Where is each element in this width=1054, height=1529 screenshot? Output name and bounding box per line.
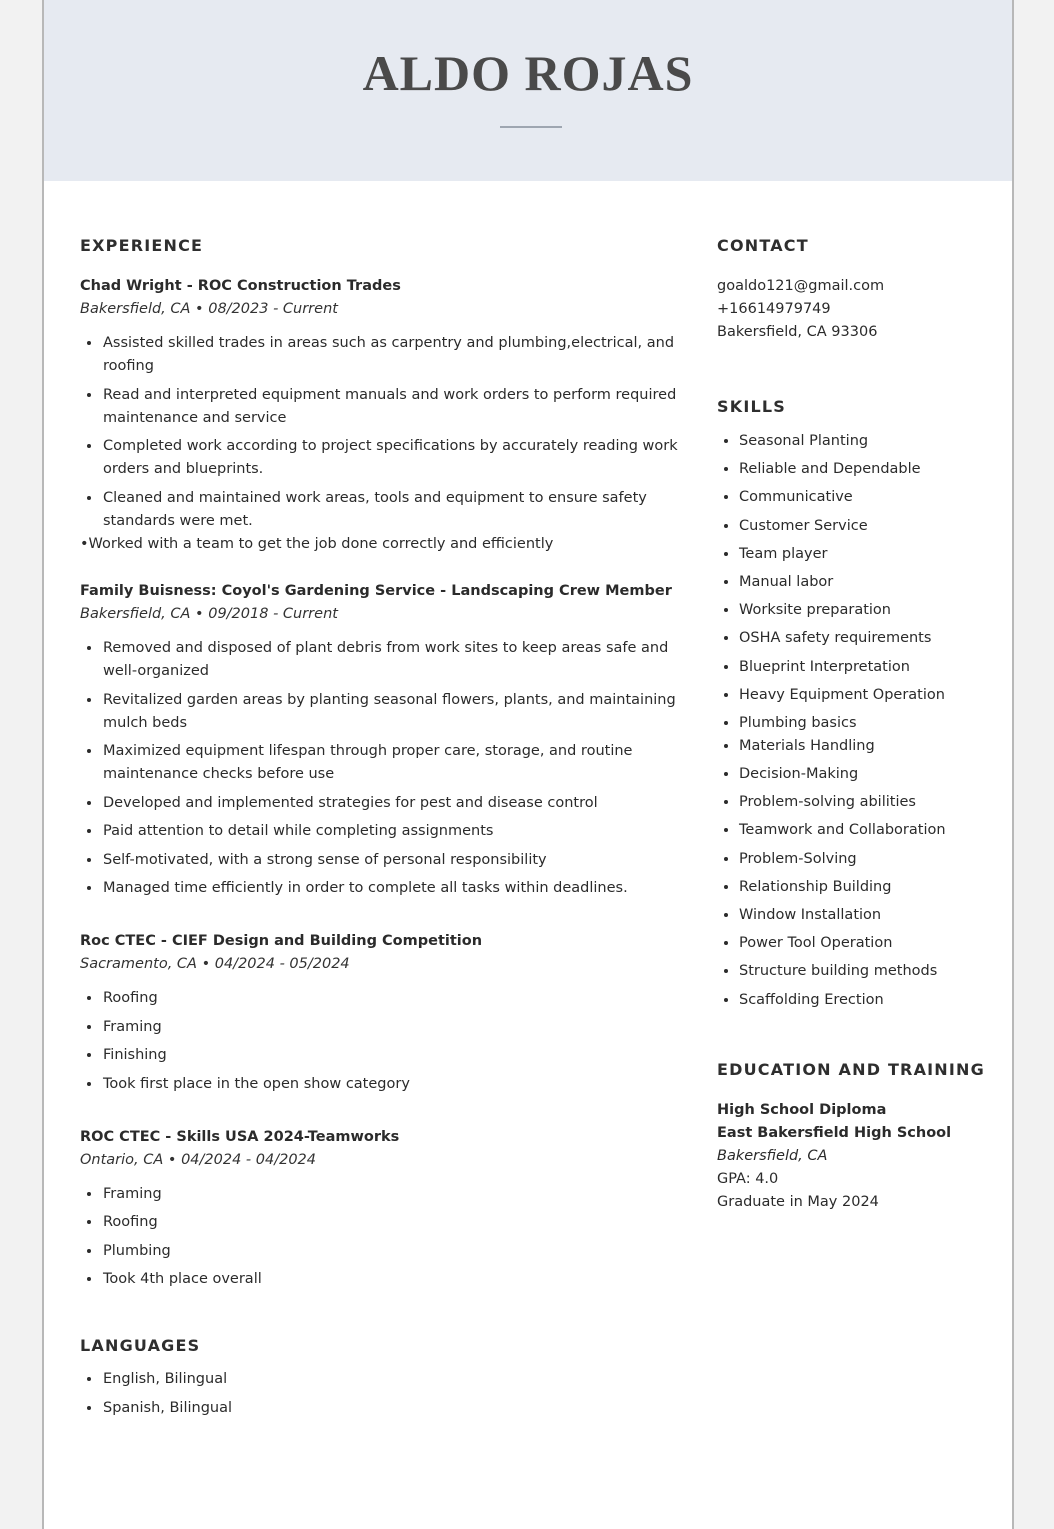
list-item: • Took 4th place overall [102, 1268, 680, 1291]
job-title: ROC CTEC - Skills USA 2024-Teamworks [80, 1128, 400, 1145]
list-item: • Communicative [739, 486, 997, 509]
list-item: • Roofing [102, 1211, 680, 1234]
skills-list [717, 430, 997, 1012]
job-meta: Bakersfield, CA • 09/2018 - Current [80, 606, 338, 622]
list-item: • Framing [102, 1183, 680, 1206]
job-extra-line: •Worked with a team to get the job done correctly and efficiently [80, 536, 554, 552]
list-item: • Customer Service [739, 515, 997, 538]
job-meta: Bakersfield, CA • 08/2023 - Current [80, 301, 338, 317]
list-item: • Framing [102, 1016, 680, 1039]
list-item: • Structure building methods [739, 960, 997, 983]
education-heading: EDUCATION AND TRAINING [717, 1059, 985, 1079]
contact-heading: CONTACT [717, 236, 809, 255]
list-item: • Completed work according to project specifications by accurately reading work orders and blueprints. [102, 435, 680, 481]
job-title: Family Buisness: Coyol's Gardening Service - Landscaping Crew Member [80, 583, 672, 599]
list-item: • Power Tool Operation [739, 932, 997, 955]
resume-page [42, 0, 1014, 1529]
experience-heading: EXPERIENCE [80, 236, 204, 255]
job-meta: Sacramento, CA • 04/2024 - 05/2024 [80, 956, 350, 972]
list-item: • Self-motivated, with a strong sense of personal responsibility [102, 849, 680, 872]
job-title: Roc CTEC - CIEF Design and Building Competition [80, 933, 483, 949]
contact-phone: +16614979749 [717, 301, 831, 317]
job-title: Chad Wright - ROC Construction Trades [80, 278, 401, 294]
list-item: • Teamwork and Collaboration [739, 819, 997, 842]
list-item: • English, Bilingual [102, 1368, 680, 1391]
job-entry [80, 1126, 680, 1292]
list-item: • Revitalized garden areas by planting seasonal flowers, plants, and maintaining mulch beds [102, 689, 680, 735]
job-entry [80, 580, 680, 900]
contact-email: goaldo121@gmail.com [717, 278, 885, 294]
job-bullets [80, 637, 680, 900]
list-item: • Paid attention to detail while completing assignments [102, 820, 680, 843]
list-item: • Reliable and Dependable [739, 458, 997, 481]
list-item: • Developed and implemented strategies for pest and disease control [102, 792, 680, 815]
job-bullets [80, 1183, 680, 1292]
list-item: • Seasonal Planting [739, 430, 997, 453]
list-item: • Took first place in the open show category [102, 1073, 680, 1096]
job-bullets [80, 332, 680, 533]
education-school: East Bakersfield High School [717, 1124, 952, 1141]
list-item: • Problem-solving abilities [739, 791, 997, 814]
list-item: • Team player [739, 543, 997, 566]
list-item: • Roofing [102, 987, 680, 1010]
list-item: • Finishing [102, 1044, 680, 1067]
list-item: • Relationship Building [739, 876, 997, 899]
languages-list [80, 1368, 680, 1420]
job-meta: Ontario, CA • 04/2024 - 04/2024 [80, 1151, 316, 1168]
list-item: • Maximized equipment lifespan through proper care, storage, and routine maintenance checks before use [102, 740, 680, 786]
list-item: • Scaffolding Erection [739, 989, 997, 1012]
list-item: • Blueprint Interpretation [739, 656, 997, 679]
job-entry [80, 930, 680, 1096]
list-item: • Managed time efficiently in order to complete all tasks within deadlines. [102, 877, 680, 900]
education-degree: High School Diploma [717, 1101, 887, 1118]
contact-address: Bakersfield, CA 93306 [717, 324, 878, 340]
education-gpa: GPA: 4.0 [717, 1170, 779, 1187]
resume-header [44, 0, 1012, 181]
list-item: • Manual labor [739, 571, 997, 594]
right-column [717, 235, 997, 1214]
education-location: Bakersfield, CA [717, 1147, 828, 1164]
list-item: • Plumbing basics [739, 712, 997, 735]
skills-heading: SKILLS [717, 397, 786, 416]
header-divider [500, 126, 562, 128]
job-entry [80, 275, 680, 556]
list-item: • Materials Handling [739, 735, 997, 758]
list-item: • Worksite preparation [739, 599, 997, 622]
list-item: • Read and interpreted equipment manuals and work orders to perform required maintenance and service [102, 384, 680, 430]
education-graduation: Graduate in May 2024 [717, 1193, 879, 1210]
job-bullets [80, 987, 680, 1096]
list-item: • Cleaned and maintained work areas, tools and equipment to ensure safety standards were met. [102, 487, 680, 533]
list-item: • Plumbing [102, 1240, 680, 1263]
left-column [80, 235, 680, 1425]
list-item: • Problem-Solving [739, 848, 997, 871]
list-item: • Decision-Making [739, 763, 997, 786]
list-item: • Heavy Equipment Operation [739, 684, 997, 707]
languages-heading: LANGUAGES [80, 1336, 201, 1355]
list-item: • Window Installation [739, 904, 997, 927]
list-item: • Assisted skilled trades in areas such as carpentry and plumbing,electrical, and roofing [102, 332, 680, 378]
list-item: • Spanish, Bilingual [102, 1397, 680, 1420]
list-item: • OSHA safety requirements [739, 627, 997, 650]
list-item: • Removed and disposed of plant debris from work sites to keep areas safe and well-organized [102, 637, 680, 683]
candidate-name: ALDO ROJAS [362, 45, 694, 101]
